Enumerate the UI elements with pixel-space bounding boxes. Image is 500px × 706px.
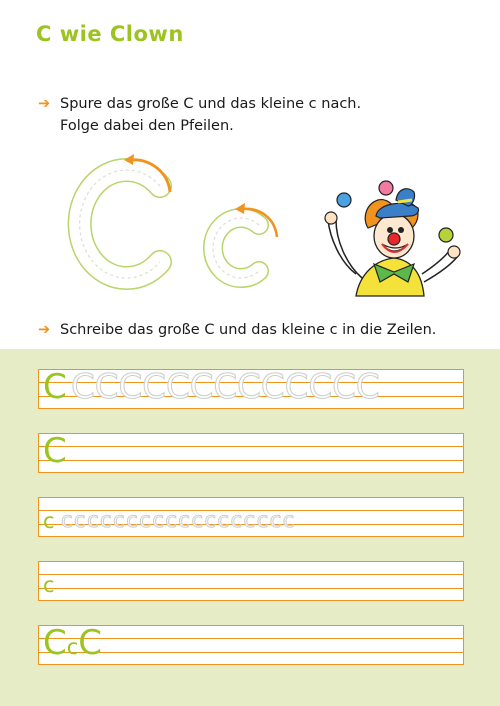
model-letter-big: C (78, 625, 103, 663)
writing-row-3[interactable] (38, 497, 464, 537)
instruction-write-text: Schreibe das große C und das kleine c in die Zeilen. (60, 322, 437, 338)
instruction-trace (38, 93, 361, 137)
writing-row-1[interactable] (38, 369, 464, 409)
model-letter-big: C (43, 625, 67, 663)
arrow-right-icon: ➔ (38, 322, 51, 338)
model-letter: c (43, 509, 55, 533)
page-title: C wie Clown (36, 22, 184, 46)
juggling-clown (316, 178, 466, 298)
trace-letters (61, 497, 297, 537)
model-letter: C (43, 369, 67, 407)
model-letter: c (43, 573, 55, 597)
writing-row-2[interactable] (38, 433, 464, 473)
instruction-write (38, 319, 436, 341)
trace-letter: cccccccccccccccccc (61, 508, 296, 532)
model-letters (43, 625, 103, 663)
trace-letter-big-c (58, 150, 188, 295)
writing-row-5[interactable] (38, 625, 464, 665)
trace-letters (71, 369, 381, 409)
writing-row-4[interactable] (38, 561, 464, 601)
trace-letter: CCCCCCCCCCCCC (71, 369, 380, 407)
trace-letter-small-c (195, 197, 285, 297)
model-letter: C (43, 433, 67, 471)
instruction-trace-line2: Folge dabei den Pfeilen. (60, 118, 234, 134)
arrow-right-icon: ➔ (38, 96, 51, 112)
practice-area (0, 349, 500, 706)
model-letter-small: c (66, 635, 79, 659)
instruction-trace-line1: Spure das große C und das kleine c nach. (60, 96, 362, 112)
